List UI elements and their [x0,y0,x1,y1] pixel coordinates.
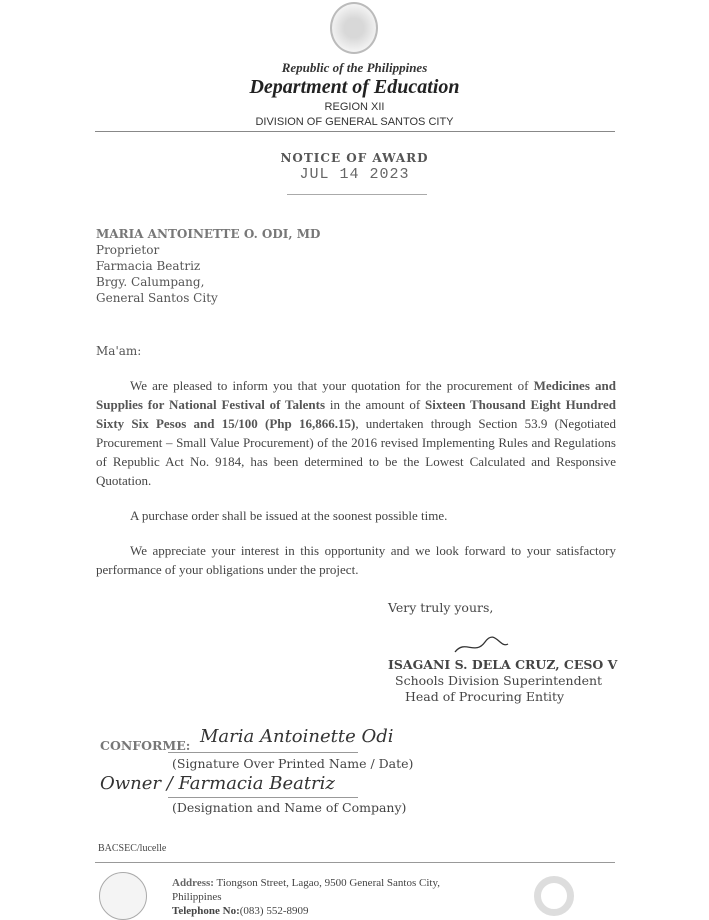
reference-initials: BACSEC/lucelle [98,843,167,854]
signatory-title: Schools Division Superintendent [395,673,603,688]
signatory-role: Head of Procuring Entity [405,689,565,704]
closing: Very truly yours, [388,600,494,615]
signature-line [168,752,358,753]
division-line: DIVISION OF GENERAL SANTOS CITY [255,116,454,128]
body-paragraph-2: A purchase order shall be issued at the soonest possible time. [130,508,448,523]
address-country: Philippines [172,891,222,903]
body-text: , undertaken through Section 53.9 (Negotiated Procurement – Small Value Procurement) of the 2016 revised Implementing Rules and Regulations of Republic Act No. 9184, has been determined to be the Lowest Calculated and Responsive Quotation. [96,416,616,488]
address-text: Tiongson Street, Lagao, 9500 General Santos City, [216,877,440,889]
designation-handwriting: Owner / Farmacia Beatriz [100,773,335,794]
address-label: Address: [172,877,214,889]
title-underline [287,194,427,195]
addressee-block [96,226,320,306]
award-amount: Sixteen Thousand Eight Hundred Sixty Six Pesos and 15/100 (Php 16,866.15) [96,397,616,431]
body-text: in the amount of [325,397,425,412]
addressee-company: Farmacia Beatriz [96,259,201,273]
division-seal-logo [99,872,147,920]
date-stamp: JUL 14 2023 [299,166,410,183]
signatory-signature [450,634,510,656]
salutation: Ma'am: [96,344,142,358]
signature-caption: (Signature Over Printed Name / Date) [172,756,414,771]
footer-address [172,876,440,918]
signatory-name: ISAGANI S. DELA CRUZ, CESO V [388,657,618,672]
department-line: Department of Education [249,76,460,98]
addressee-role: Proprietor [96,243,160,257]
addressee-name: MARIA ANTOINETTE O. ODI, MD [96,227,321,241]
phone-label: Telephone No: [172,905,240,917]
designation-caption: (Designation and Name of Company) [172,800,407,815]
conforme-signature: Maria Antoinette Odi [200,726,394,747]
republic-line: Republic of the Philippines [281,60,428,75]
addressee-city: General Santos City [96,291,218,305]
conforme-label: CONFORME: [100,738,191,753]
body-paragraph-3: We appreciate your interest in this opportunity and we look forward to your satisfactory performance of your obligations under the project. [96,543,616,577]
region-line: REGION XII [324,101,385,113]
body-paragraph-1 [96,376,616,490]
notice-title: NOTICE OF AWARD [280,151,429,165]
certification-logo [534,876,574,916]
letter-body [96,376,616,595]
project-name: Medicines and Supplies for National Festival of Talents [96,378,616,412]
header-divider [95,131,615,132]
designation-line [168,797,358,798]
phone-number: (083) 552-8909 [239,905,309,917]
deped-seal-logo [330,2,378,54]
addressee-barangay: Brgy. Calumpang, [96,275,205,289]
body-text: We are pleased to inform you that your quotation for the procurement of [130,378,534,393]
footer-divider [95,862,615,863]
